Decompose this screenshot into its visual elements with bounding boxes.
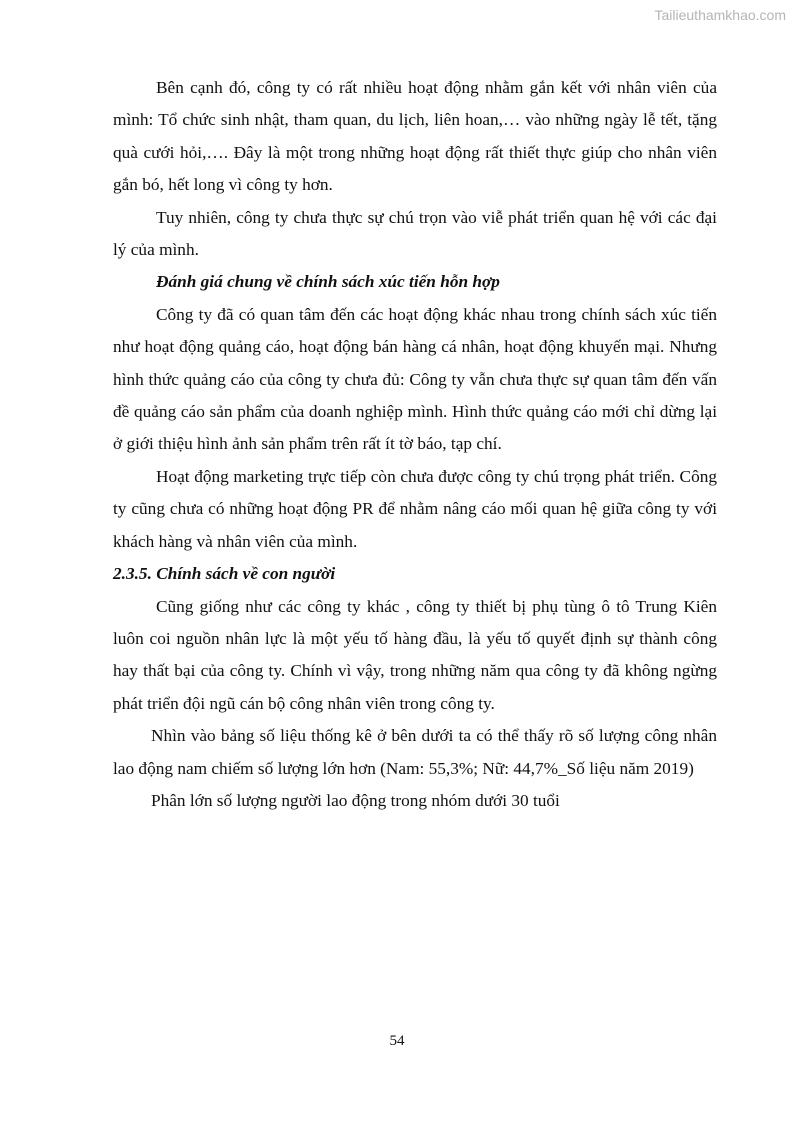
paragraph-direct-marketing: Hoạt động marketing trực tiếp còn chưa được công ty chú trọng phát triển. Công ty cũng chưa có những hoạt động PR để nhằm nâng cáo mối quan hệ giữa công ty với khách hàng và nhân viên của mình. (113, 466, 717, 551)
paragraph-employee-engagement: Bên cạnh đó, công ty có rất nhiều hoạt động nhằm gắn kết với nhân viên của mình: Tổ chức sinh nhật, tham quan, du lịch, liên hoan,… vào những ngày lễ tết, tặng quà cưới hỏi,…. Đây là một trong những hoạt động rất thiết thực giúp cho nhân viên gắn bó, hết long vì công ty hơn. (113, 78, 717, 195)
paragraph-human-resources: Cũng giống như các công ty khác , công ty thiết bị phụ tùng ô tô Trung Kiên luôn coi nguồn nhân lực là một yếu tố hàng đầu, là yếu tố quyết định sự thành công hay thất bại của công ty. Chính vì vậy, trong những năm qua công ty đã không ngừng phát triển đội ngũ cán bộ công nhân viên trong công ty. (113, 596, 717, 713)
page-number: 54 (389, 1033, 405, 1049)
paragraph-gender-statistics: Nhìn vào bảng số liệu thống kê ở bên dưới ta có thể thấy rõ số lượng công nhân lao động nam chiếm số lượng lớn hơn (Nam: 55,3%; Nữ: 44,7%_Số liệu năm 2019) (113, 726, 717, 778)
document-body (113, 72, 717, 817)
paragraph-promotion-activities: Công ty đã có quan tâm đến các hoạt động khác nhau trong chính sách xúc tiến như hoạt động quảng cáo, hoạt động bán hàng cá nhân, hoạt động khuyến mại. Nhưng hình thức quảng cáo của công ty chưa đủ: Công ty vẫn chưa thực sự quan tâm đến vấn đề quảng cáo sản phẩm của doanh nghiệp mình. Hình thức quảng cáo mới chỉ dừng lại ở giới thiệu hình ảnh sản phẩm trên rất ít tờ báo, tạp chí. (113, 304, 717, 454)
paragraph-dealer-relations: Tuy nhiên, công ty chưa thực sự chú trọn vào viễ phát triển quan hệ với các đại lý của mình. (113, 207, 717, 260)
section-heading-people-policy: 2.3.5. Chính sách về con người (113, 564, 336, 584)
paragraph-age-statistics: Phân lớn số lượng người lao động trong nhóm dưới 30 tuổi (151, 790, 560, 810)
watermark-text: Tailieuthamkhao.com (654, 7, 786, 23)
subheading-promotion-evaluation: Đánh giá chung về chính sách xúc tiến hỗn hợp (156, 272, 500, 292)
